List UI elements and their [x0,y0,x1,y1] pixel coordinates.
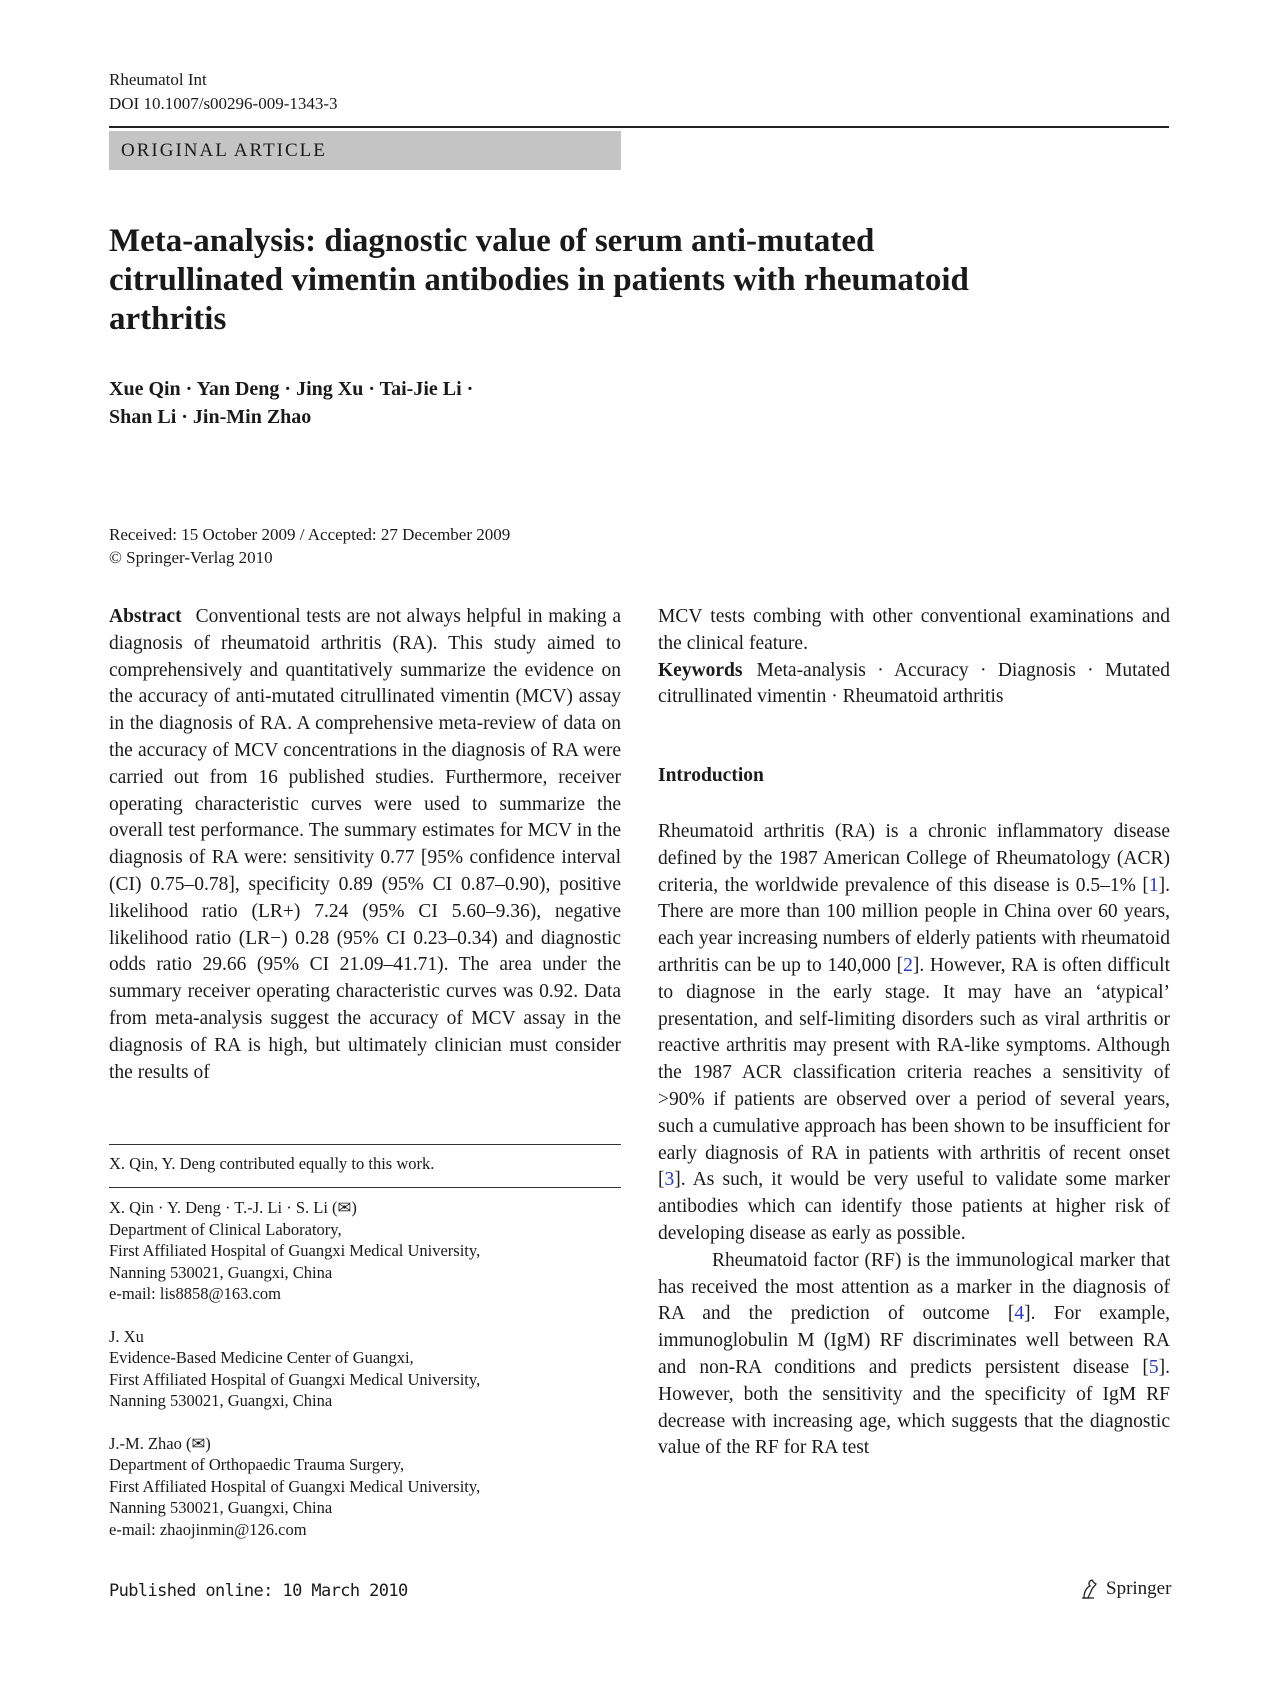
affiliations [109,1197,621,1561]
affiliation-hospital: First Affiliated Hospital of Guangxi Medical University, [109,1369,481,1389]
affiliation-city: Nanning 530021, Guangxi, China [109,1498,333,1517]
affiliation-names: J.-M. Zhao (✉) [109,1433,211,1453]
right-column [658,604,1170,1462]
intro-paragraph-2: Rheumatoid factor (RF) is the immunological marker that has received the most attention as a marker in the diagnosis of RA and the prediction of outcome [4]. For example, immunoglobulin M (IgM) RF discriminates well between RA and non-RA conditions and predicts persistent disease [5]. However, both the sensitivity and the specificity of IgM RF decrease with increasing age, which suggests that the diagnostic value of the RF for RA test [658,1249,1170,1459]
journal-name: Rheumatol Int [109,70,207,89]
affiliation-hospital: First Affiliated Hospital of Guangxi Medical University, [109,1476,481,1496]
doi: DOI 10.1007/s00296-009-1343-3 [109,94,338,113]
published-online: Published online: 10 March 2010 [109,1581,408,1601]
footnote-rule [109,1187,621,1188]
citation-link[interactable]: 4 [1014,1303,1025,1325]
publisher-logo [1080,1578,1171,1600]
publication-dates [109,523,510,569]
article-type-banner: ORIGINAL ARTICLE [109,131,621,170]
author-line: Xue Qin · Yan Deng · Jing Xu · Tai-Jie Li · [109,378,474,400]
affiliation-names: X. Qin · Y. Deng · T.-J. Li · S. Li (✉) [109,1198,357,1217]
journal-header [109,68,338,116]
abstract-label: Abstract [109,606,182,627]
abstract-text: Conventional tests are not always helpful in making a diagnosis of rheumatoid arthritis (RA). This study aimed to comprehensively and quantitatively summarize the evidence on the accuracy of anti-mutated citrullinated vimentin (MCV) assay in the diagnosis of RA. A comprehensive meta-review of data on the accuracy of MCV concentrations in the diagnosis of RA were carried out from 16 published studies. Furthermore, receiver operating characteristic curves were used to summarize the overall test performance. The summary estimates for MCV in the diagnosis of RA were: sensitivity 0.77 [95% confidence interval (CI) 0.75–0.78], specificity 0.89 (95% CI 0.87–0.90), positive likelihood ratio (LR+) 7.24 (95% CI 5.60–9.36), negative likelihood ratio (LR−) 0.28 (95% CI 0.23–0.34) and diagnostic odds ratio 29.66 (95% CI 21.09–41.71). The area under the summary receiver operating characteristic curves was 0.92. Data from meta-analysis suggest the accuracy of MCV assay in the diagnosis of RA is high, but ultimately clinician must consider the results of [109,606,621,1083]
citation-link[interactable]: 5 [1148,1356,1159,1378]
equal-contribution-note: X. Qin, Y. Deng contributed equally to this work. [109,1154,435,1173]
author-line: Shan Li · Jin-Min Zhao [109,406,312,428]
affiliation-hospital: First Affiliated Hospital of Guangxi Medical University, [109,1241,481,1260]
affiliation-email[interactable]: e-mail: lis8858@163.com [109,1284,281,1303]
citation-link[interactable]: 2 [903,954,913,976]
affiliation [109,1326,621,1412]
affiliation-dept: Department of Clinical Laboratory, [109,1219,342,1239]
citation-link[interactable]: 1 [1148,874,1159,896]
affiliation-dept: Evidence-Based Medicine Center of Guangxi, [109,1348,414,1367]
keywords-text: Meta-analysis · Accuracy · Diagnosis · Mutated citrullinated vimentin · Rheumatoid arthritis [658,659,1170,708]
affiliation-dept: Department of Orthopaedic Trauma Surgery, [109,1455,405,1474]
citation-link[interactable]: 3 [664,1169,675,1191]
title-line: citrullinated vimentin antibodies in patients with rheumatoid [109,262,969,298]
publisher-name: Springer [1106,1578,1172,1599]
keywords [658,658,1170,712]
article-title [109,222,1109,339]
section-heading-introduction: Introduction [658,765,764,787]
affiliation-email[interactable]: e-mail: zhaojinmin@126.com [109,1519,307,1539]
affiliation-city: Nanning 530021, Guangxi, China [109,1262,333,1282]
affiliation-city: Nanning 530021, Guangxi, China [109,1391,333,1410]
keywords-label: Keywords [658,659,743,681]
abstract [109,604,621,1086]
received-accepted: Received: 15 October 2009 / Accepted: 27 December 2009 [109,525,511,544]
footnote-rule [109,1144,621,1145]
title-line: Meta-analysis: diagnostic value of serum anti-mutated [109,223,875,259]
affiliation [109,1197,621,1305]
abstract-continuation: MCV tests combing with other conventional examinations and the clinical feature. [658,606,1170,654]
affiliation [109,1433,621,1541]
intro-paragraph-1: Rheumatoid arthritis (RA) is a chronic inflammatory disease defined by the 1987 American College of Rheumatology (ACR) criteria, the worldwide prevalence of this disease is 0.5–1% [1]. There are more than 100 million people in China over 60 years, each year increasing numbers of elderly patients with rheumatoid arthritis can be up to 140,000 [2]. However, RA is often difficult to diagnose in the early stage. It may have an ‘atypical’ presentation, and self-limiting disorders such as viral arthritis or reactive arthritis may present with RA-like symptoms. Although the 1987 ACR classification criteria reaches a sensitivity of >90% if patients are observed over a period of several years, such a cumulative approach has been shown to be insufficient for early diagnosis of RA in patients with arthritis of recent onset [3]. As such, it would be very useful to validate some marker antibodies which can identify those patients at higher risk of developing disease as early as possible. [658,820,1170,1244]
copyright: © Springer-Verlag 2010 [109,548,273,567]
title-line: arthritis [109,301,227,337]
springer-horse-icon [1080,1578,1100,1600]
author-list [109,375,473,431]
header-rule [109,126,1169,128]
affiliation-names: J. Xu [109,1326,144,1346]
